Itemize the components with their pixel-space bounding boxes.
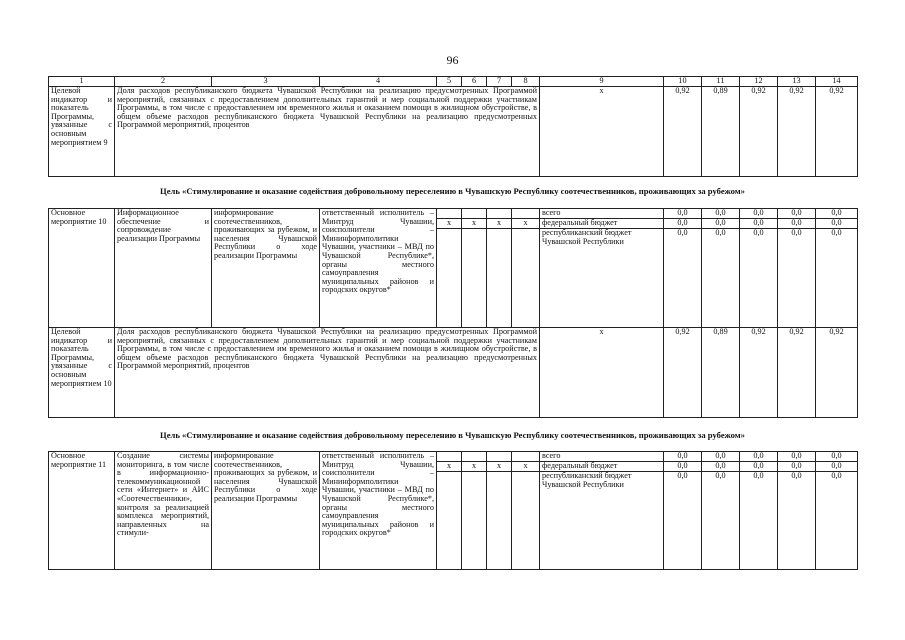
x-mark: x — [512, 219, 540, 229]
indicator-text: Доля расходов республиканского бюджета Чувашской Республики на реализацию предусмотренных Программой мероприятий, связанных с предоставлением дополнительных гарантий и мер социальной поддержки участникам Программы, в том числе с предоставлением им временного жилья и оказанием помощи в жилищном обустройстве, в общем объеме расходов республиканского бюджета Чувашской Республики на реализацию предусмотренных Программой мероприятий, процентов — [115, 87, 540, 177]
event-row-11 — [49, 452, 858, 462]
indicator-label: Целевой индикатор и показатель Программы, увязанные с основным мероприятием 10 — [49, 328, 115, 418]
indicator-col9: x — [540, 87, 664, 177]
indicator-value: 0,92 — [778, 87, 816, 177]
indicator-col9: x — [540, 328, 664, 418]
source-value: 0,0 — [816, 219, 858, 229]
col-header: 7 — [487, 77, 512, 87]
table-block-3 — [48, 451, 858, 570]
source-value: 0,0 — [778, 472, 816, 570]
col-header: 13 — [778, 77, 816, 87]
x-mark: x — [437, 219, 462, 229]
col-header: 5 — [437, 77, 462, 87]
table-block-1 — [48, 76, 858, 177]
col-header: 10 — [664, 77, 702, 87]
source-value: 0,0 — [702, 229, 740, 328]
indicator-label: Целевой индикатор и показатель Программы, увязанные с основным мероприятием 9 — [49, 87, 115, 177]
source-value: 0,0 — [740, 209, 778, 219]
page-number: 96 — [446, 53, 459, 67]
source-name: всего — [540, 209, 664, 219]
x-mark: x — [487, 462, 512, 472]
event-description: Информационное обеспечение и сопровождение реализации Программы — [115, 209, 212, 328]
source-name: федеральный бюджет — [540, 219, 664, 229]
indicator-value: 0,92 — [816, 87, 858, 177]
indicator-row-10 — [49, 328, 858, 418]
source-value: 0,0 — [740, 219, 778, 229]
event-executors: ответственный исполнитель – Минтруд Чувашии, соисполнители – Мининформполитики Чувашии, участники – МВД по Чувашской Республике*, органы местного самоуправления муниципальных районов и городских округов* — [320, 209, 437, 328]
event-executors: ответственный исполнитель – Минтруд Чувашии, соисполнители – Мининформполитики Чувашии, участники – МВД по Чувашской Республике*, органы местного самоуправления муниципальных районов и городских округов* — [320, 452, 437, 570]
source-value: 0,0 — [664, 219, 702, 229]
col-header: 6 — [462, 77, 487, 87]
col-header: 14 — [816, 77, 858, 87]
col-header: 3 — [212, 77, 320, 87]
source-value: 0,0 — [664, 452, 702, 462]
header-row — [49, 77, 858, 87]
source-value: 0,0 — [816, 462, 858, 472]
source-value: 0,0 — [740, 462, 778, 472]
source-value: 0,0 — [702, 209, 740, 219]
source-value: 0,0 — [702, 472, 740, 570]
source-value: 0,0 — [778, 229, 816, 328]
x-mark: x — [487, 219, 512, 229]
indicator-value: 0,89 — [702, 328, 740, 418]
col-header: 12 — [740, 77, 778, 87]
event-description: Создание системы мониторинга, в том числе в информационно-телекоммуникационной сети «Интернет» и АИС «Соотечественники», контроля за реализацией комплекса мероприятий, направленных на стимули- — [115, 452, 212, 570]
indicator-row-9 — [49, 87, 858, 177]
col-header: 2 — [115, 77, 212, 87]
source-value: 0,0 — [816, 229, 858, 328]
x-mark: x — [462, 462, 487, 472]
col-header: 8 — [512, 77, 540, 87]
indicator-value: 0,92 — [778, 328, 816, 418]
source-value: 0,0 — [778, 462, 816, 472]
source-value: 0,0 — [664, 229, 702, 328]
source-name: всего — [540, 452, 664, 462]
source-value: 0,0 — [778, 219, 816, 229]
event-row-10 — [49, 209, 858, 219]
x-mark: x — [462, 219, 487, 229]
source-value: 0,0 — [664, 462, 702, 472]
x-mark: x — [437, 462, 462, 472]
source-value: 0,0 — [664, 209, 702, 219]
event-label: Основное мероприятие 11 — [49, 452, 115, 570]
x-mark: x — [512, 462, 540, 472]
event-label: Основное мероприятие 10 — [49, 209, 115, 328]
goal-heading: Цель «Стимулирование и оказание содействия добровольному переселению в Чувашскую Республику соотечественников, проживающих за рубежом» — [160, 430, 745, 440]
source-name: республиканский бюджет Чувашской Республики — [540, 472, 664, 570]
source-value: 0,0 — [778, 452, 816, 462]
source-value: 0,0 — [740, 472, 778, 570]
source-value: 0,0 — [816, 452, 858, 462]
table-block-2 — [48, 208, 858, 418]
indicator-value: 0,92 — [816, 328, 858, 418]
indicator-value: 0,92 — [740, 328, 778, 418]
source-value: 0,0 — [816, 472, 858, 570]
indicator-value: 0,89 — [702, 87, 740, 177]
event-result: информирование соотечественников, проживающих за рубежом, и населения Чувашской Республики о ходе реализации Программы — [212, 452, 320, 570]
source-name: республиканский бюджет Чувашской Республики — [540, 229, 664, 328]
goal-heading: Цель «Стимулирование и оказание содействия добровольному переселению в Чувашскую Республику соотечественников, проживающих за рубежом» — [160, 186, 745, 196]
indicator-value: 0,92 — [664, 87, 702, 177]
source-value: 0,0 — [702, 462, 740, 472]
source-value: 0,0 — [664, 472, 702, 570]
source-value: 0,0 — [702, 452, 740, 462]
col-header: 4 — [320, 77, 437, 87]
source-value: 0,0 — [740, 229, 778, 328]
source-value: 0,0 — [740, 452, 778, 462]
indicator-text: Доля расходов республиканского бюджета Чувашской Республики на реализацию предусмотренных Программой мероприятий, связанных с предоставлением дополнительных гарантий и мер социальной поддержки участникам Программы, в том числе с предоставлением им временного жилья и оказанием помощи в жилищном обустройстве, в общем объеме расходов республиканского бюджета Чувашской Республики на реализацию предусмотренных Программой мероприятий, процентов — [115, 328, 540, 418]
source-value: 0,0 — [816, 209, 858, 219]
event-result: информирование соотечественников, проживающих за рубежом, и населения Чувашской Республики о ходе реализации Программы — [212, 209, 320, 328]
col-header: 11 — [702, 77, 740, 87]
col-header: 1 — [49, 77, 115, 87]
indicator-value: 0,92 — [740, 87, 778, 177]
source-value: 0,0 — [778, 209, 816, 219]
col-header: 9 — [540, 77, 664, 87]
indicator-value: 0,92 — [664, 328, 702, 418]
source-value: 0,0 — [702, 219, 740, 229]
source-name: федеральный бюджет — [540, 462, 664, 472]
